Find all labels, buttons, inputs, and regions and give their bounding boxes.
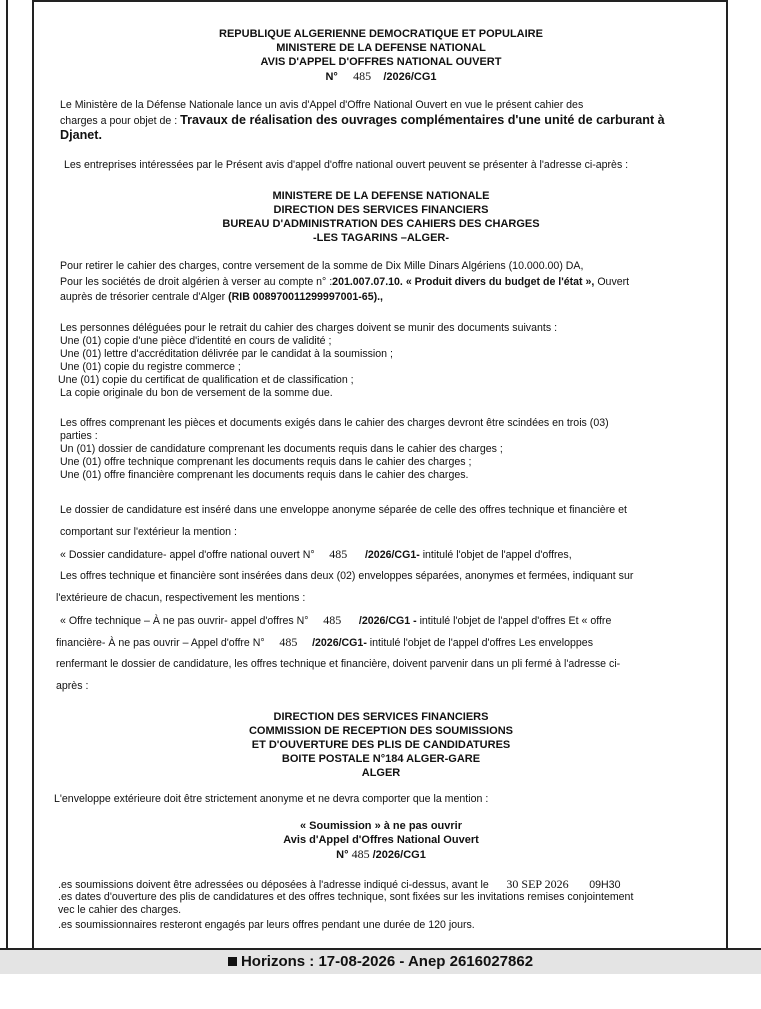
- documents-intro: Les personnes déléguées pour le retrait du cahier des charges doivent se munir des documents suivants :: [60, 322, 558, 334]
- document-item: Une (01) copie du registre commerce ;: [60, 361, 241, 373]
- header-notice-number: [34, 70, 728, 84]
- mention-line-1: « Soumission » à ne pas ouvrir: [300, 820, 462, 832]
- header-notice-title: AVIS D'APPEL D'OFFRES NATIONAL OUVERT: [260, 56, 502, 68]
- mention-number-value: 485: [351, 847, 370, 861]
- address2-line-2: COMMISSION DE RECEPTION DES SOUMISSIONS: [248, 725, 514, 737]
- mention-number: 485: [323, 613, 342, 627]
- payment-account-name: « Produit divers du budget de l'état »,: [405, 276, 595, 288]
- candidature-mention: « Dossier candidature- appel d'offre national ouvert N°: [60, 549, 315, 561]
- tender-notice-page: [32, 0, 728, 948]
- mention-object: intitulé l'objet de l'appel d'offres Les enveloppes: [369, 637, 593, 649]
- address2-line-4: BOITE POSTALE N°184 ALGER-GARE: [281, 753, 481, 765]
- footer-publication-text: Horizons : 17-08-2026 - Anep 2616027862: [240, 953, 534, 970]
- envelope-line-7: [56, 636, 593, 650]
- payment-opened: Ouvert: [597, 276, 630, 288]
- address2-line-5: ALGER: [361, 767, 401, 779]
- payment-line-1: Pour retirer le cahier des charges, contre versement de la somme de Dix Mille Dinars Algériens (10.000.00) DA,: [60, 260, 584, 272]
- footer-line: [228, 953, 533, 970]
- mention-number: 485: [329, 547, 348, 561]
- header-ministry: MINISTERE DE LA DEFENSE NATIONAL: [276, 42, 486, 54]
- mention-suffix: /2026/CG1-: [364, 549, 420, 561]
- payment-rib: (RIB 008970011299997001-65).,: [228, 291, 384, 303]
- address1-line-2: DIRECTION DES SERVICES FINANCIERS: [273, 204, 489, 216]
- closing-line-3: vec le cahier des charges.: [58, 904, 182, 916]
- financial-mention: financière- À ne pas ouvrir – Appel d'offre N°: [56, 637, 265, 649]
- interested-text: Les entreprises intéressées par le Présent avis d'appel d'offre national ouvert peuvent se présenter à l'adresse ci-après :: [64, 159, 629, 171]
- deadline-time: 09H30: [589, 879, 621, 891]
- intro-line-2: [60, 114, 665, 128]
- envelope-line-6: [60, 614, 611, 628]
- intro-line-3: Djanet.: [60, 128, 102, 142]
- closing-line-1: [58, 878, 620, 892]
- technical-mention: « Offre technique – À ne pas ouvrir- appel d'offres N°: [60, 615, 309, 627]
- document-item: Une (01) copie du certificat de qualification et de classification ;: [58, 374, 354, 386]
- payment-account-label: Pour les sociétés de droit algérien à verser au compte n° :: [60, 276, 333, 288]
- envelope-line-3: [60, 548, 572, 562]
- intro-object-label: charges a pour objet de :: [60, 115, 178, 127]
- closing-line-2: .es dates d'ouverture des plis de candidatures et des offres technique, sont fixées sur les invitations remises conjointement: [58, 891, 634, 903]
- anonymous-text: L'enveloppe extérieure doit être strictement anonyme et ne devra comporter que la mention :: [54, 793, 489, 805]
- document-item: Une (01) copie d'une pièce d'identité en cours de validité ;: [60, 335, 332, 347]
- offer-item: Une (01) offre financière comprenant les documents requis dans le cahier des charges.: [60, 469, 469, 481]
- header-republic: REPUBLIQUE ALGERIENNE DEMOCRATIQUE ET POPULAIRE: [219, 28, 543, 40]
- mention-number-label: N°: [336, 849, 349, 861]
- address1-line-4: -LES TAGARINS –ALGER-: [312, 232, 450, 244]
- payment-line-3: [60, 291, 383, 304]
- document-item: Une (01) lettre d'accréditation délivrée par le candidat à la soumission ;: [60, 348, 393, 360]
- intro-line-1: Le Ministère de la Défense Nationale lance un avis d'Appel d'Offre National Ouvert en vue le présent cahier des: [60, 99, 584, 111]
- closing-line-4: .es soumissionnaires resteront engagés par leurs offres pendant une durée de 120 jours.: [58, 919, 475, 931]
- envelope-line-4: Les offres technique et financière sont insérées dans deux (02) enveloppes séparées, anonymes et fermées, indiquant sur: [60, 570, 634, 582]
- notice-number-value: 485: [353, 69, 372, 83]
- payment-treasurer: auprès de trésorier centrale d'Alger: [60, 291, 226, 303]
- offer-item: Un (01) dossier de candidature comprenant les documents requis dans le cahier des charges ;: [60, 443, 503, 455]
- offer-item: Une (01) offre technique comprenant les documents requis dans le cahier des charges ;: [60, 456, 472, 468]
- address2-line-1: DIRECTION DES SERVICES FINANCIERS: [273, 711, 489, 723]
- deadline-text: .es soumissions doivent être adressées ou déposées à l'adresse indiqué ci-dessus, avant le: [58, 879, 489, 891]
- address1-line-1: MINISTERE DE LA DEFENSE NATIONALE: [272, 190, 490, 202]
- envelope-line-9: après :: [56, 680, 89, 692]
- envelope-line-1: Le dossier de candidature est inséré dans une enveloppe anonyme séparée de celle des offres technique et financière et: [60, 504, 627, 516]
- address1-line-3: BUREAU D'ADMINISTRATION DES CAHIERS DES CHARGES: [222, 218, 540, 230]
- publication-footer: [0, 948, 761, 974]
- page-edge-rule: [6, 0, 8, 970]
- notice-number-label: N°: [325, 71, 338, 83]
- envelope-line-8: renfermant le dossier de candidature, les offres technique et financière, doivent parvenir dans un pli fermé à l'adresse ci-: [56, 658, 621, 670]
- mention-suffix: /2026/CG1-: [312, 637, 367, 649]
- mention-number: 485: [279, 635, 298, 649]
- mention-object: intitulé l'objet de l'appel d'offres,: [422, 549, 572, 561]
- bullet-square-icon: [228, 957, 237, 966]
- payment-line-2: [60, 276, 695, 289]
- mention-object: intitulé l'objet de l'appel d'offres Et « offre: [419, 615, 612, 627]
- mention-line-3: [34, 848, 728, 862]
- notice-number-suffix: /2026/CG1: [383, 71, 437, 83]
- mention-suffix: /2026/CG1 -: [358, 615, 417, 627]
- intro-object-title: Travaux de réalisation des ouvrages complémentaires d'une unité de carburant à: [180, 113, 665, 127]
- offers-line-1: Les offres comprenant les pièces et documents exigés dans le cahier des charges devront être scindées en trois (03): [60, 417, 609, 429]
- mention-number-suffix: /2026/CG1: [372, 849, 426, 861]
- mention-line-2: Avis d'Appel d'Offres National Ouvert: [283, 834, 479, 846]
- payment-account-number: 201.007.07.10.: [332, 276, 403, 288]
- envelope-line-2: comportant sur l'extérieur la mention :: [60, 526, 237, 538]
- address2-line-3: ET D'OUVERTURE DES PLIS DE CANDIDATURES: [251, 739, 511, 751]
- offers-line-2: parties :: [60, 430, 98, 442]
- document-item: La copie originale du bon de versement de la somme due.: [60, 387, 333, 399]
- envelope-line-5: l'extérieure de chacun, respectivement les mentions :: [56, 592, 306, 604]
- deadline-date: 30 SEP 2026: [506, 877, 569, 891]
